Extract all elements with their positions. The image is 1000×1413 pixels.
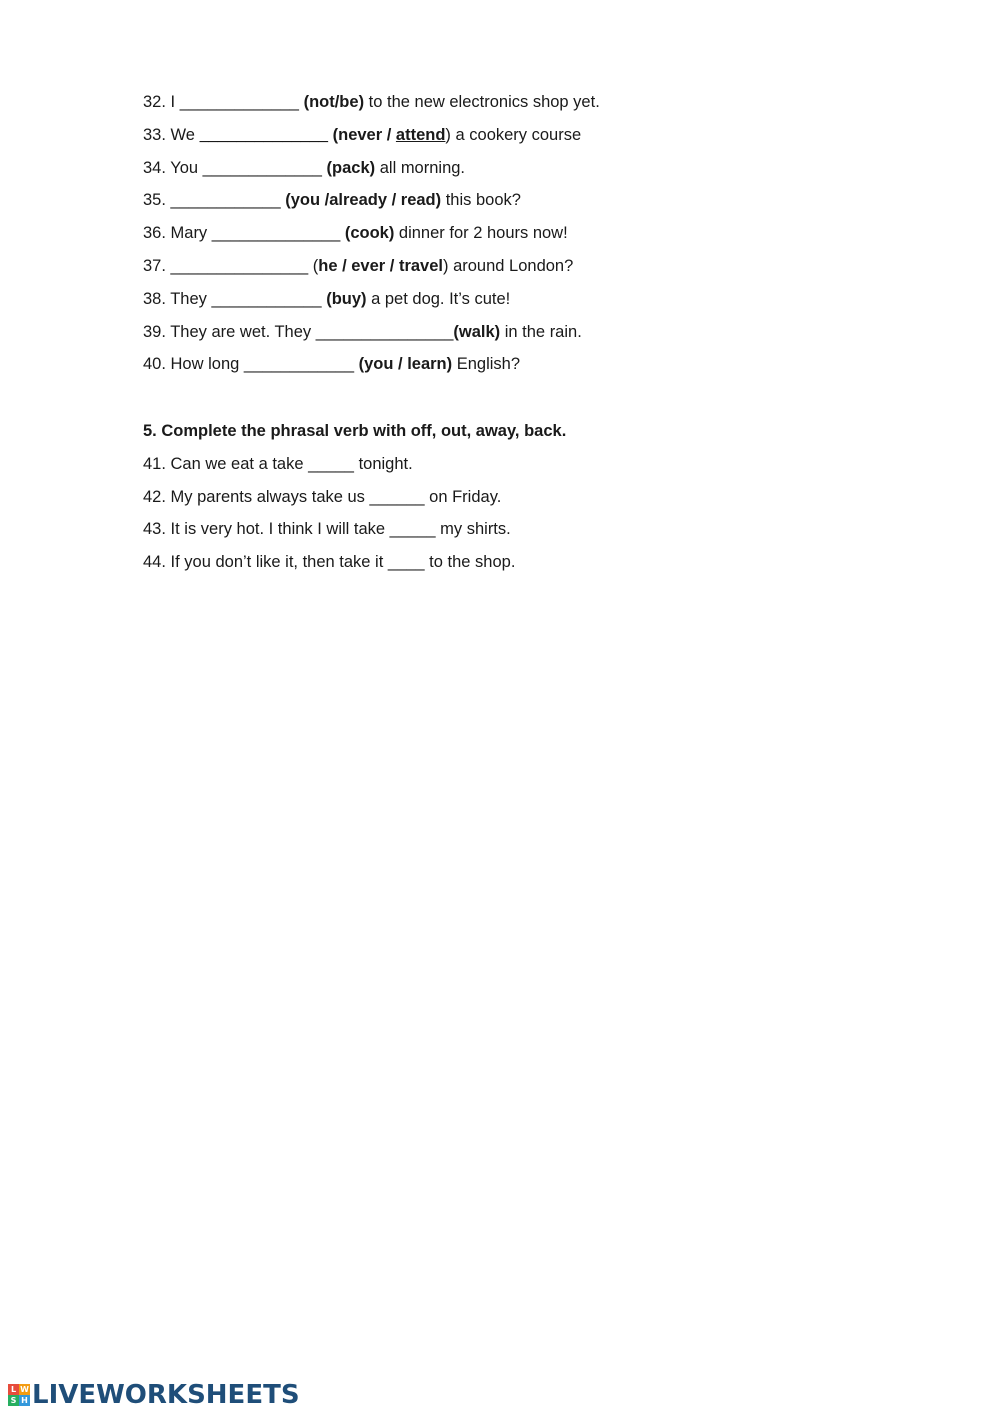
exercise-line: 37. _______________ (he / ever / travel) around London? bbox=[143, 256, 574, 275]
verb-tense-exercises bbox=[143, 92, 903, 387]
exercise-line: 35. ____________ (you /already / read) this book? bbox=[143, 191, 521, 210]
logo-mark-tile: H bbox=[19, 1395, 30, 1406]
logo-text: LIVEWORKSHEETS bbox=[32, 1380, 300, 1410]
exercise-line: 42. My parents always take us ______ on Friday. bbox=[143, 487, 502, 506]
exercise-line: 36. Mary ______________ (cook) dinner for 2 hours now! bbox=[143, 224, 568, 243]
logo-mark-tile: L bbox=[8, 1384, 19, 1395]
logo-mark-tile: W bbox=[20, 1385, 29, 1394]
exercise-line: 34. You _____________ (pack) all morning. bbox=[143, 158, 466, 177]
exercise-line: 38. They ____________ (buy) a pet dog. It’s cute! bbox=[143, 289, 511, 308]
exercise-line: 39. They are wet. They _______________(walk) in the rain. bbox=[143, 322, 582, 341]
exercise-line: 41. Can we eat a take _____ tonight. bbox=[143, 454, 413, 473]
exercise-line: 44. If you don’t like it, then take it ____ to the shop. bbox=[143, 553, 516, 572]
exercise-line: 33. We ______________ (never / attend) a cookery course bbox=[143, 125, 582, 144]
exercise-line: 43. It is very hot. I think I will take _____ my shirts. bbox=[143, 520, 511, 539]
section-heading: 5. Complete the phrasal verb with off, out, away, back. bbox=[143, 422, 567, 440]
logo-mark-tile: S bbox=[8, 1395, 19, 1406]
exercise-line: 32. I _____________ (not/be) to the new electronics shop yet. bbox=[143, 93, 600, 111]
logo-mark-icon bbox=[8, 1384, 30, 1406]
phrasal-verb-section bbox=[143, 421, 903, 585]
exercise-line: 40. How long ____________ (you / learn) English? bbox=[143, 355, 521, 374]
liveworksheets-logo bbox=[8, 1380, 300, 1410]
